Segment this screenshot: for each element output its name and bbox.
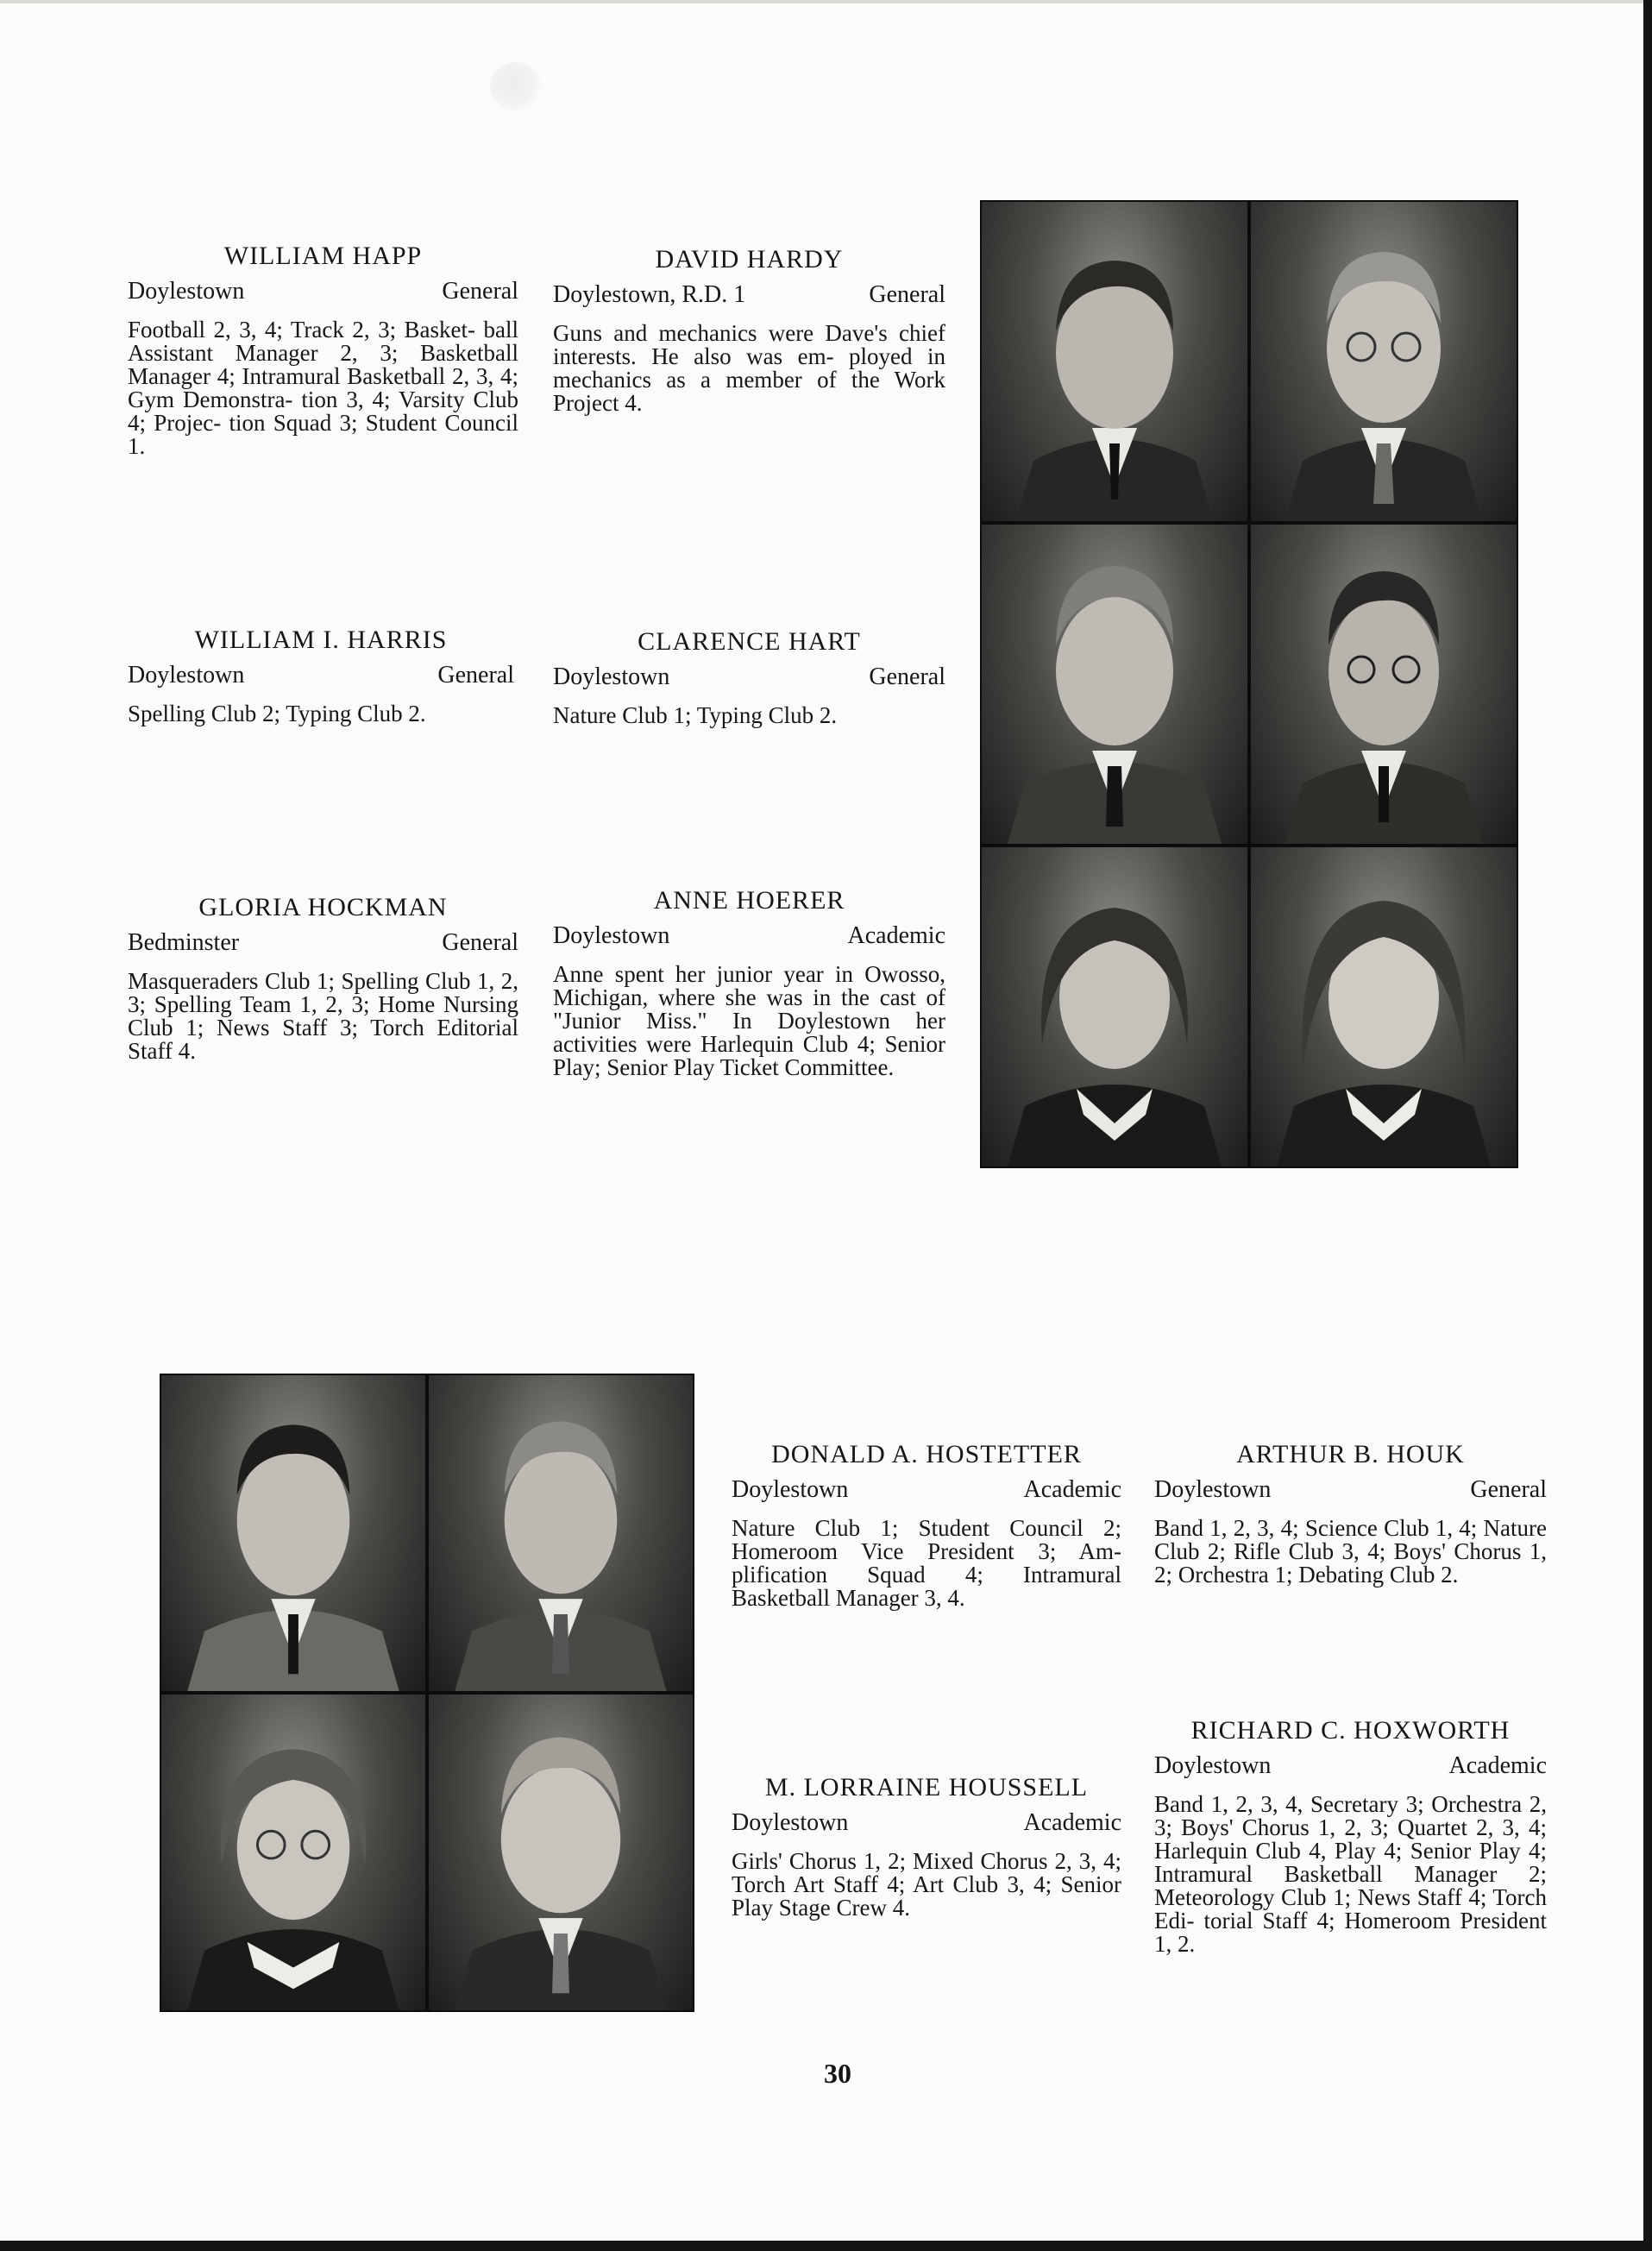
student-activities: Guns and mechanics were Dave's chief interests. He also was em- ployed in mechanics as a member of the Work Project 4.	[553, 320, 945, 416]
student-town: Doylestown	[1154, 1476, 1272, 1503]
portrait-figure	[429, 1375, 693, 1691]
student-course: General	[442, 929, 518, 956]
portrait-figure	[161, 1695, 425, 2010]
portrait-photo	[429, 1695, 693, 2010]
portrait-figure	[1251, 202, 1517, 521]
student-meta	[1154, 1478, 1547, 1501]
entry-donald-hostetter	[732, 1440, 1121, 1611]
student-town: Doylestown	[732, 1476, 849, 1503]
portrait-photo	[982, 847, 1247, 1166]
student-meta	[128, 931, 518, 954]
scan-border-right	[1643, 0, 1652, 2251]
student-meta	[732, 1478, 1121, 1501]
student-activities: Nature Club 1; Student Council 2; Homeroom Vice President 3; Am- plification Squad 4; Intramural Basketball Manager 3, 4.	[732, 1515, 1121, 1611]
portrait-photo	[1251, 525, 1517, 844]
student-town: Doylestown	[553, 663, 670, 690]
portrait-photo	[982, 202, 1247, 521]
portrait-photo	[429, 1375, 693, 1691]
student-course: General	[437, 662, 514, 689]
entry-william-happ	[128, 244, 518, 458]
portrait-figure	[982, 202, 1247, 521]
student-name: DONALD A. HOSTETTER	[771, 1440, 1082, 1468]
student-course: General	[442, 278, 518, 305]
entry-william-harris	[128, 628, 514, 726]
portrait-figure	[429, 1695, 693, 2010]
portrait-photo	[161, 1375, 425, 1691]
student-course: Academic	[847, 922, 945, 949]
entry-clarence-hart	[553, 627, 945, 728]
student-meta	[732, 1811, 1121, 1834]
page-smudge	[490, 62, 542, 110]
student-activities: Nature Club 1; Typing Club 2.	[553, 702, 838, 728]
student-meta	[128, 663, 514, 687]
student-course: General	[869, 663, 945, 690]
student-activities: Anne spent her junior year in Owosso, Michigan, where she was in the cast of "Junior Miss." In Doylestown her activities were Harlequin Club 4; Senior Play; Senior Play Ticket Committee.	[553, 961, 945, 1080]
photo-grid-bottom	[160, 1374, 694, 2012]
student-town: Doylestown	[128, 278, 245, 305]
portrait-photo	[982, 525, 1247, 844]
student-activities: Spelling Club 2; Typing Club 2.	[128, 701, 426, 726]
student-meta	[1154, 1754, 1547, 1777]
portrait-figure	[1251, 847, 1517, 1166]
portrait-photo	[1251, 847, 1517, 1166]
entry-lorraine-houssell	[732, 1773, 1121, 1921]
student-meta	[128, 280, 518, 303]
student-meta	[553, 924, 945, 947]
scan-border-bottom	[0, 2241, 1652, 2251]
student-activities: Masqueraders Club 1; Spelling Club 1, 2, 3; Spelling Team 1, 2, 3; Home Nursing Club 1; News Staff 3; Torch Editorial Staff 4.	[128, 968, 518, 1064]
student-name: WILLIAM I. HARRIS	[194, 626, 448, 654]
student-course: Academic	[1448, 1752, 1547, 1779]
student-town: Doylestown	[128, 662, 245, 689]
student-town: Bedminster	[128, 929, 240, 956]
student-town: Doylestown	[1154, 1752, 1272, 1779]
portrait-figure	[982, 847, 1247, 1166]
page-number: 30	[824, 2058, 851, 2089]
entry-arthur-houk	[1154, 1440, 1547, 1588]
entry-david-hardy	[553, 245, 945, 416]
student-name: DAVID HARDY	[655, 245, 844, 274]
student-name: GLORIA HOCKMAN	[198, 893, 448, 921]
student-name: RICHARD C. HOXWORTH	[1190, 1716, 1511, 1745]
student-name: M. LORRAINE HOUSSELL	[764, 1773, 1089, 1801]
portrait-photo	[1251, 202, 1517, 521]
portrait-figure	[982, 525, 1247, 844]
portrait-figure	[161, 1375, 425, 1691]
student-town: Doylestown	[732, 1809, 849, 1836]
portrait-photo	[161, 1695, 425, 2010]
entry-richard-hoxworth	[1154, 1716, 1547, 1957]
entry-gloria-hockman	[128, 893, 518, 1064]
student-name: WILLIAM HAPP	[223, 242, 423, 270]
student-town: Doylestown, R.D. 1	[553, 281, 746, 308]
student-activities: Football 2, 3, 4; Track 2, 3; Basket- ball Assistant Manager 2, 3; Basketball Manager 4; Intramural Basketball 2, 3, 4; Gym Demonstra- tion 3, 4; Varsity Club 4; Projec- tion Squad 3; Student Council 1.	[128, 317, 518, 459]
page-top-edge	[0, 0, 1652, 3]
entry-anne-hoerer	[553, 886, 945, 1080]
student-course: General	[1470, 1476, 1547, 1503]
photo-grid-top	[980, 200, 1518, 1168]
student-meta	[553, 665, 945, 689]
student-name: CLARENCE HART	[638, 627, 861, 656]
student-name: ARTHUR B. HOUK	[1236, 1440, 1465, 1468]
student-course: Academic	[1023, 1476, 1121, 1503]
student-town: Doylestown	[553, 922, 670, 949]
student-course: Academic	[1023, 1809, 1121, 1836]
student-course: General	[869, 281, 945, 308]
portrait-figure	[1251, 525, 1517, 844]
student-meta	[553, 283, 945, 306]
student-activities: Girls' Chorus 1, 2; Mixed Chorus 2, 3, 4; Torch Art Staff 4; Art Club 3, 4; Senior Play Stage Crew 4.	[732, 1848, 1121, 1921]
student-name: ANNE HOERER	[653, 886, 845, 915]
student-activities: Band 1, 2, 3, 4, Secretary 3; Orchestra 2, 3; Boys' Chorus 1, 2, 3; Quartet 2, 3, 4; Harlequin Club 4, Play 4; Senior Play 4; Intramural Basketball Manager 2; Meteorology Club 1; News Staff 4; Torch Edi- torial Staff 4; Homeroom President 1, 2.	[1154, 1791, 1547, 1957]
student-activities: Band 1, 2, 3, 4; Science Club 1, 4; Nature Club 2; Rifle Club 3, 4; Boys' Chorus 1, 2; Orchestra 1; Debating Club 2.	[1154, 1515, 1547, 1588]
